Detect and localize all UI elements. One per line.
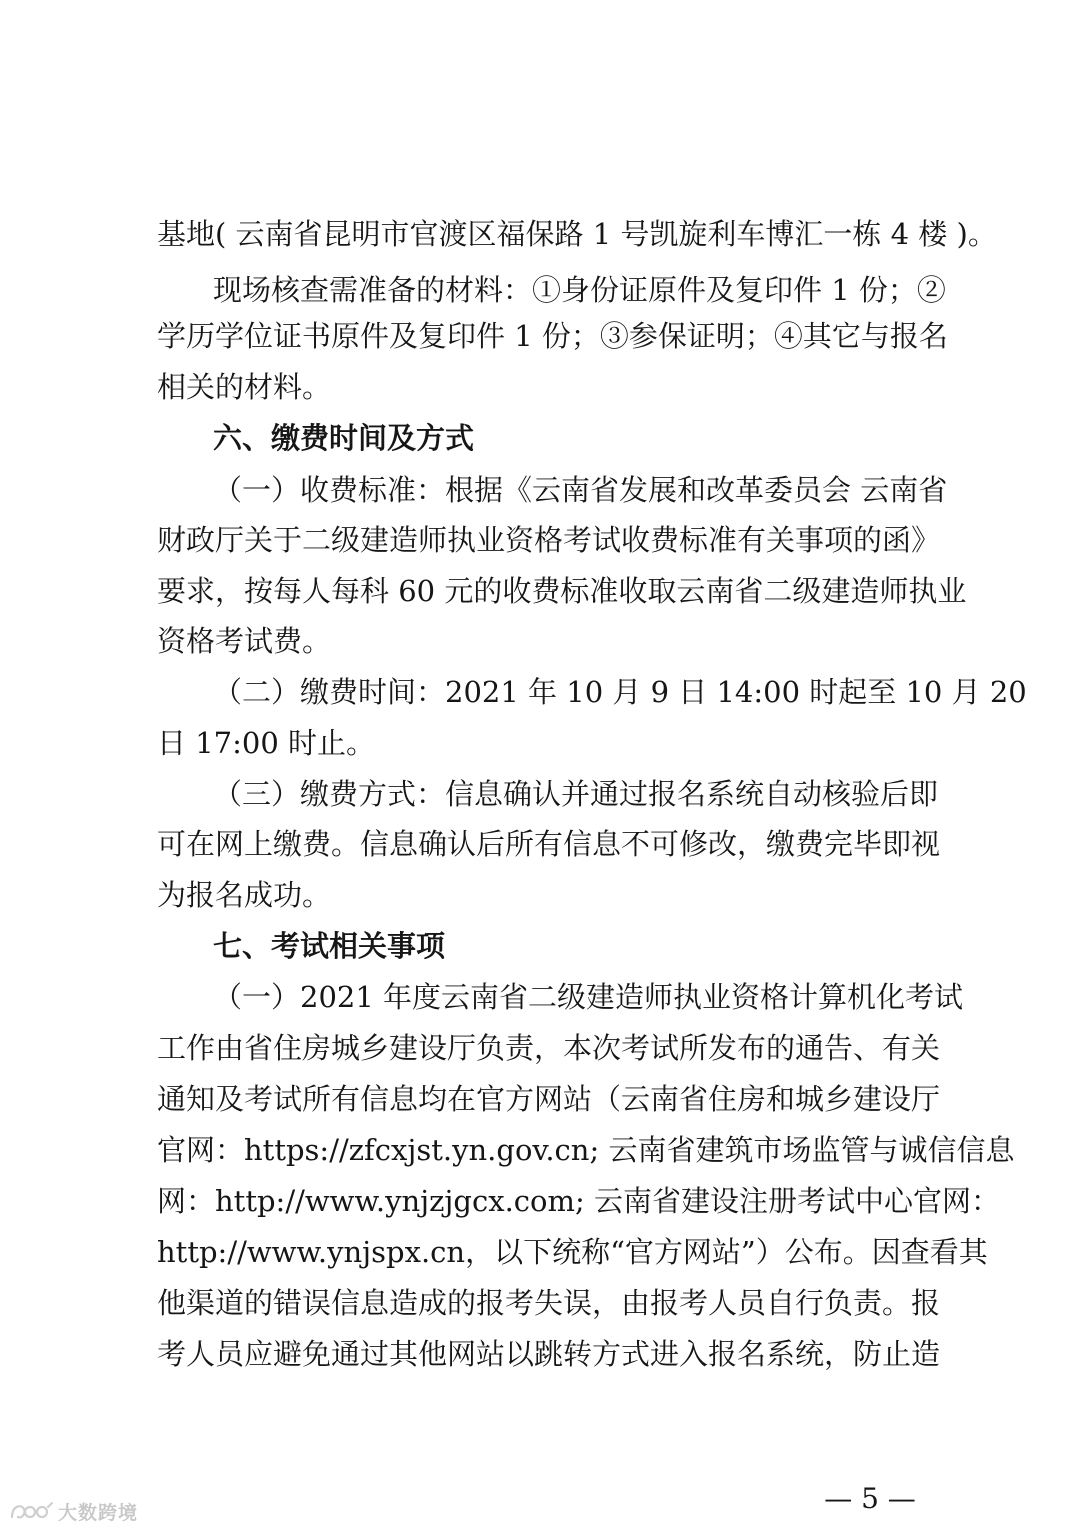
watermark-logo-icon [8,1499,54,1523]
paragraph-line: 财政厅关于二级建造师执业资格考试收费标准有关事项的函》 [157,523,941,557]
watermark-text: 大数跨境 [58,1501,139,1524]
paragraph-line: （一）2021 年度云南省二级建造师执业资格计算机化考试 [213,980,964,1014]
section-heading: 六、缴费时间及方式 [213,421,475,455]
paragraph-line: 资格考试费。 [157,624,332,658]
paragraph-line: 官网：https://zfcxjst.yn.gov.cn; 云南省建筑市场监管与诚信信息 [157,1133,1015,1167]
paragraph-line: （三）缴费方式：信息确认并通过报名系统自动核验后即 [213,777,939,811]
paragraph-line: 可在网上缴费。信息确认后所有信息不可修改，缴费完毕即视 [157,827,941,861]
paragraph-line: 工作由省住房城乡建设厅负责，本次考试所发布的通告、有关 [157,1031,941,1065]
paragraph-line: 日 17:00 时止。 [157,726,376,760]
paragraph-line: 为报名成功。 [157,878,332,912]
paragraph-line: 考人员应避免通过其他网站以跳转方式进入报名系统，防止造 [157,1337,941,1371]
paragraph-line: 基地( 云南省昆明市官渡区福保路 1 号凯旋利车博汇一栋 4 楼 )。 [157,217,997,251]
paragraph-line: http://www.ynjspx.cn，以下统称“官方网站”）公布。因查看其 [157,1235,988,1269]
paragraph-line: 网：http://www.ynjzjgcx.com; 云南省建设注册考试中心官网： [157,1184,1000,1218]
paragraph-line: 他渠道的错误信息造成的报考失误，由报考人员自行负责。报 [157,1286,941,1320]
paragraph-line: 相关的材料。 [157,370,332,404]
paragraph-line: 通知及考试所有信息均在官方网站（云南省住房和城乡建设厅 [157,1082,941,1116]
page-number: — 5 — [824,1482,916,1515]
paragraph-line: （一）收费标准：根据《云南省发展和改革委员会 云南省 [213,473,948,507]
watermark [8,1497,138,1525]
paragraph-line: （二）缴费时间：2021 年 10 月 9 日 14:00 时起至 10 月 20 [213,675,1027,709]
paragraph-line: 学历学位证书原件及复印件 1 份；③参保证明；④其它与报名 [157,319,948,353]
paragraph-line: 现场核查需准备的材料：①身份证原件及复印件 1 份；② [213,273,946,307]
section-heading: 七、考试相关事项 [213,929,446,963]
paragraph-line: 要求，按每人每科 60 元的收费标准收取云南省二级建造师执业 [157,574,967,608]
